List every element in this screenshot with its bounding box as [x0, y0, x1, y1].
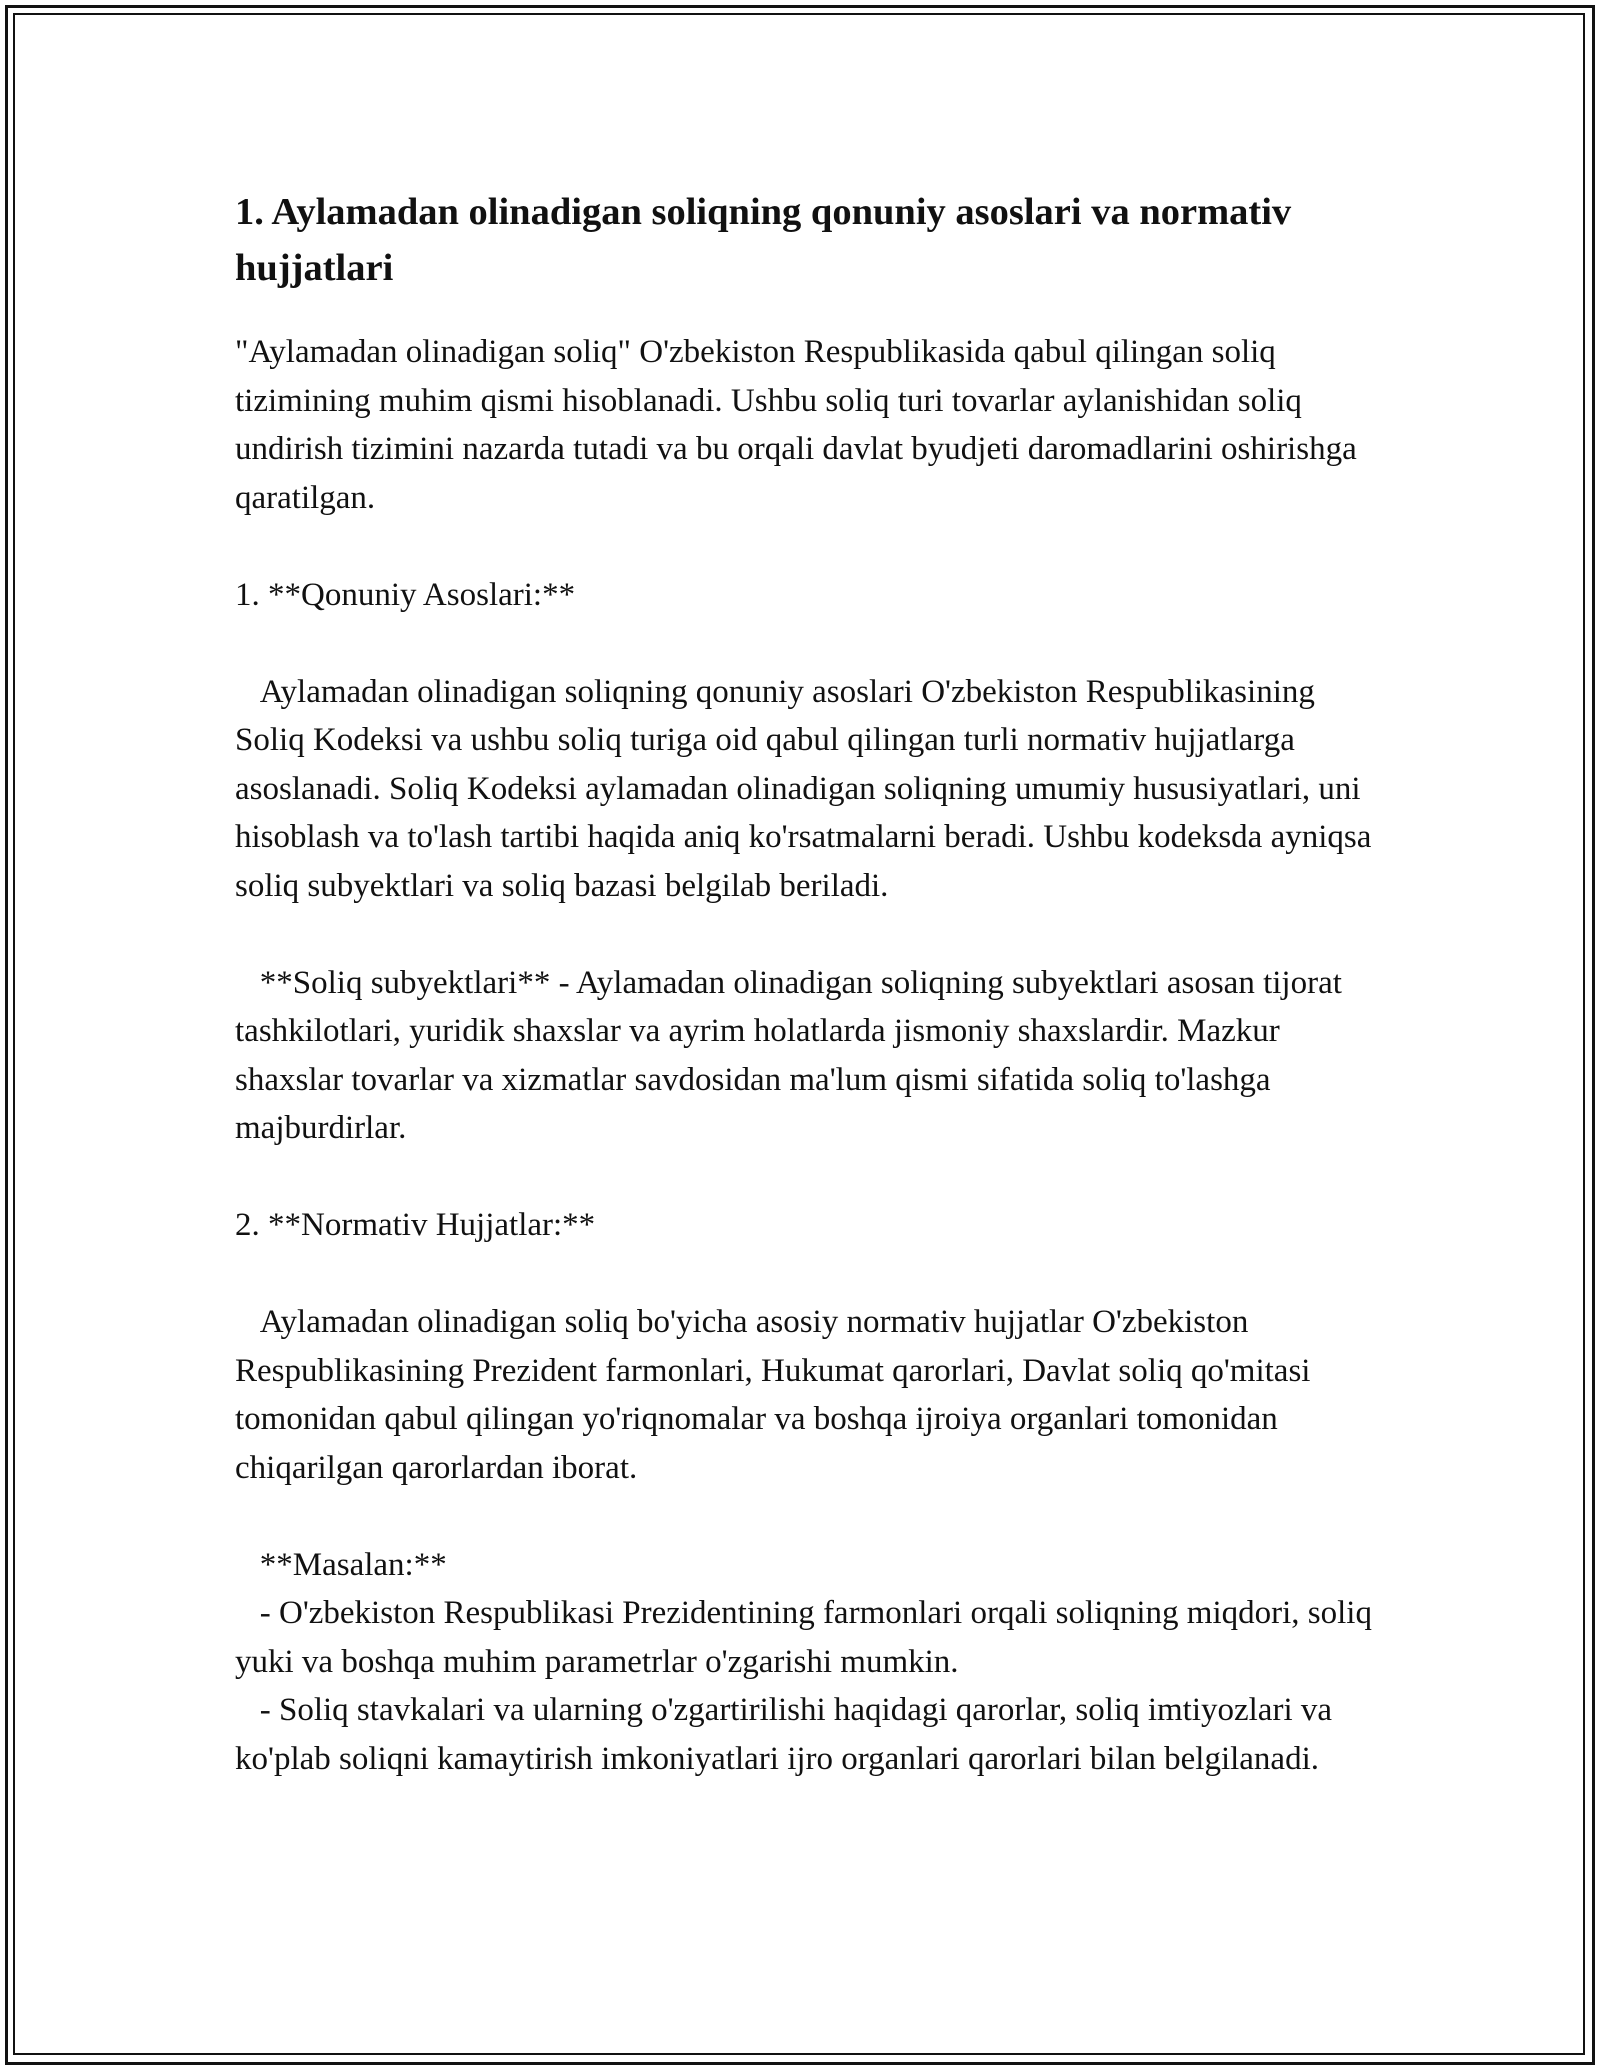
intro-paragraph: "Aylamadan olinadigan soliq" O'zbekiston Respublikasida qabul qilingan soliq tizimining muhim qismi hisoblanadi. Ushbu soliq turi tovarlar aylanishidan soliq undirish tizimini nazarda tutadi va bu orqali davlat byudjeti daromadlarini oshirishga qaratilgan.	[235, 334, 1365, 516]
spacer	[235, 1153, 1385, 1202]
legal-basis-title: 1. **Qonuniy Asoslari:**	[235, 576, 576, 613]
spacer	[235, 1250, 1385, 1299]
example-item: - Soliq stavkalari va ularning o'zgartirilishi haqidagi qarorlar, soliq imtiyozlari va ko'plab soliqni kamaytirish imkoniyatlari ijro organlari qarorlari bilan belgilanadi.	[235, 1692, 1341, 1777]
spacer	[235, 619, 1385, 668]
tax-subjects-paragraph: **Soliq subyektlari** - Aylamadan olinadigan soliqning subyektlari asosan tijorat tashkilotlari, yuridik shaxslar va ayrim holatlarda jismoniy shaxslardir. Mazkur shaxslar tovarlar va xizmatlar savdosidan ma'lum qismi sifatida soliq to'lashga majburdirlar.	[235, 964, 1351, 1146]
legal-basis-paragraph: Aylamadan olinadigan soliqning qonuniy asoslari O'zbekiston Respublikasining Soliq Kodeksi va ushbu soliq turiga oid qabul qilingan turli normativ hujjatlarga asoslanadi. Soliq Kodeksi aylamadan olinadigan soliqning umumiy hususiyatlari, uni hisoblash va to'lash tartibi haqida aniq ko'rsatmalarni beradi. Ushbu kodeksda ayniqsa soliq subyektlari va soliq bazasi belgilab beriladi.	[235, 673, 1380, 904]
spacer	[235, 1492, 1385, 1541]
document-body	[235, 184, 1385, 1783]
normative-documents-title: 2. **Normativ Hujjatlar:**	[235, 1207, 596, 1243]
example-title: **Masalan:**	[235, 1546, 447, 1583]
example-item: - O'zbekiston Respublikasi Prezidentining farmonlari orqali soliqning miqdori, soliq yuki va boshqa muhim parametrlar o'zgarishi mumkin.	[235, 1595, 1381, 1680]
normative-documents-paragraph: Aylamadan olinadigan soliq bo'yicha asosiy normativ hujjatlar O'zbekiston Respublikasining Prezident farmonlari, Hukumat qarorlari, Davlat soliq qo'mitasi tomonidan qabul qilingan yo'riqnomalar va boshqa ijroiya organlari tomonidan chiqarilgan qarorlardan iborat.	[235, 1304, 1319, 1486]
spacer	[235, 910, 1385, 959]
spacer	[235, 522, 1385, 571]
section-heading: 1. Aylamadan olinadigan soliqning qonuniy asoslari va normativ hujjatlari	[235, 191, 1292, 289]
